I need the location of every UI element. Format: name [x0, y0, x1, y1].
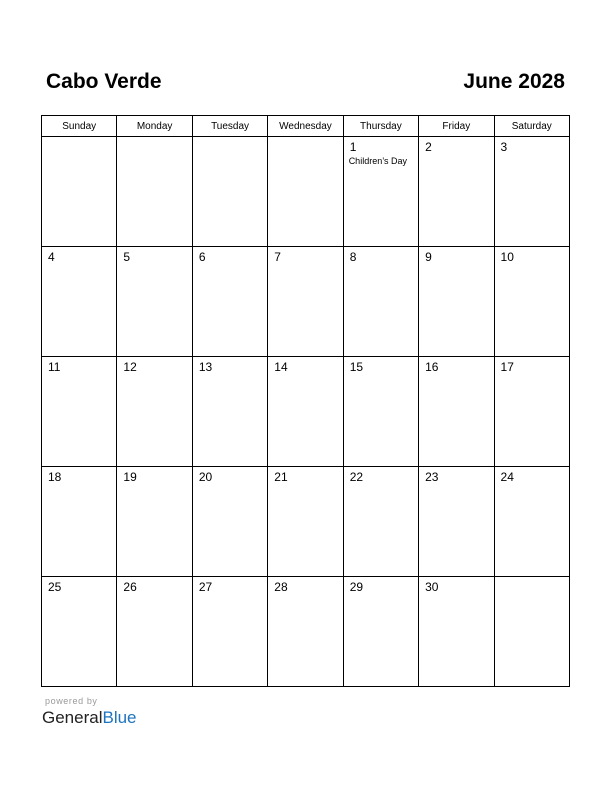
week-row — [42, 577, 570, 687]
day-number: 18 — [48, 470, 62, 484]
day-cell — [268, 577, 343, 687]
weekday-tuesday: Tuesday — [192, 116, 267, 137]
day-number: 13 — [198, 360, 213, 374]
day-number: 5 — [123, 250, 131, 264]
weekday-header-row — [42, 116, 570, 137]
day-number: 11 — [48, 360, 61, 374]
day-cell — [117, 467, 192, 577]
day-cell — [419, 137, 494, 247]
day-number — [193, 137, 267, 141]
day-cell — [117, 137, 192, 247]
day-cell — [192, 467, 267, 577]
day-number — [117, 137, 191, 141]
day-cell — [343, 467, 418, 577]
brand-general-text: General — [42, 708, 103, 727]
day-cell — [268, 467, 343, 577]
day-number — [268, 137, 342, 141]
day-cell — [419, 357, 494, 467]
day-cell — [343, 577, 418, 687]
day-cell — [117, 357, 192, 467]
weekday-wednesday: Wednesday — [268, 116, 343, 137]
day-cell — [192, 247, 267, 357]
week-row — [42, 247, 570, 357]
day-number: 12 — [123, 360, 137, 374]
weekday-sunday: Sunday — [42, 116, 117, 137]
day-number: 22 — [349, 470, 364, 484]
day-cell — [117, 577, 192, 687]
day-number: 1 — [349, 140, 357, 154]
day-cell — [494, 137, 569, 247]
day-cell — [42, 357, 117, 467]
day-number: 15 — [349, 360, 364, 374]
day-cell — [494, 357, 569, 467]
day-cell — [42, 577, 117, 687]
day-number: 10 — [500, 250, 514, 264]
day-cell — [268, 357, 343, 467]
day-number: 24 — [500, 470, 514, 484]
month-year-title: June 2028 — [463, 70, 565, 93]
holiday-label: Children’s Day — [348, 156, 408, 166]
weekday-saturday: Saturday — [494, 116, 569, 137]
day-number: 28 — [274, 580, 288, 594]
day-cell — [343, 357, 418, 467]
day-number: 25 — [48, 580, 62, 594]
day-cell — [494, 467, 569, 577]
day-number: 19 — [123, 470, 137, 484]
generalblue-logo[interactable] — [42, 708, 137, 728]
day-number: 8 — [349, 250, 357, 264]
day-cell — [419, 467, 494, 577]
day-number: 9 — [425, 250, 432, 264]
day-number: 6 — [198, 250, 206, 264]
day-number: 26 — [123, 580, 137, 594]
day-cell — [343, 137, 418, 247]
day-number: 2 — [425, 140, 432, 154]
day-cell — [494, 577, 569, 687]
day-number: 7 — [274, 250, 281, 264]
day-number: 20 — [198, 470, 213, 484]
day-number: 4 — [48, 250, 55, 264]
day-number: 17 — [500, 360, 514, 374]
day-cell — [192, 357, 267, 467]
day-cell — [42, 137, 117, 247]
day-number: 14 — [274, 360, 288, 374]
calendar-grid — [41, 115, 570, 687]
day-number: 16 — [425, 360, 439, 374]
day-cell — [192, 577, 267, 687]
day-cell — [42, 467, 117, 577]
day-cell — [42, 247, 117, 357]
day-number — [495, 577, 569, 581]
day-cell — [117, 247, 192, 357]
weekday-monday: Monday — [117, 116, 192, 137]
day-number: 30 — [425, 580, 439, 594]
week-row — [42, 137, 570, 247]
weekday-thursday: Thursday — [343, 116, 418, 137]
day-number: 3 — [500, 140, 508, 154]
day-number: 27 — [198, 580, 213, 594]
day-cell — [419, 247, 494, 357]
weekday-friday: Friday — [419, 116, 494, 137]
brand-blue-text: Blue — [102, 708, 137, 727]
day-cell — [419, 577, 494, 687]
day-cell — [494, 247, 569, 357]
day-cell — [192, 137, 267, 247]
day-cell — [268, 247, 343, 357]
day-cell — [343, 247, 418, 357]
week-row — [42, 467, 570, 577]
day-number: 23 — [425, 470, 439, 484]
day-number — [42, 137, 116, 141]
day-number: 29 — [349, 580, 364, 594]
powered-by-label: powered by — [45, 696, 98, 706]
week-row — [42, 357, 570, 467]
country-title: Cabo Verde — [46, 70, 162, 93]
day-number: 21 — [274, 470, 288, 484]
day-cell — [268, 137, 343, 247]
